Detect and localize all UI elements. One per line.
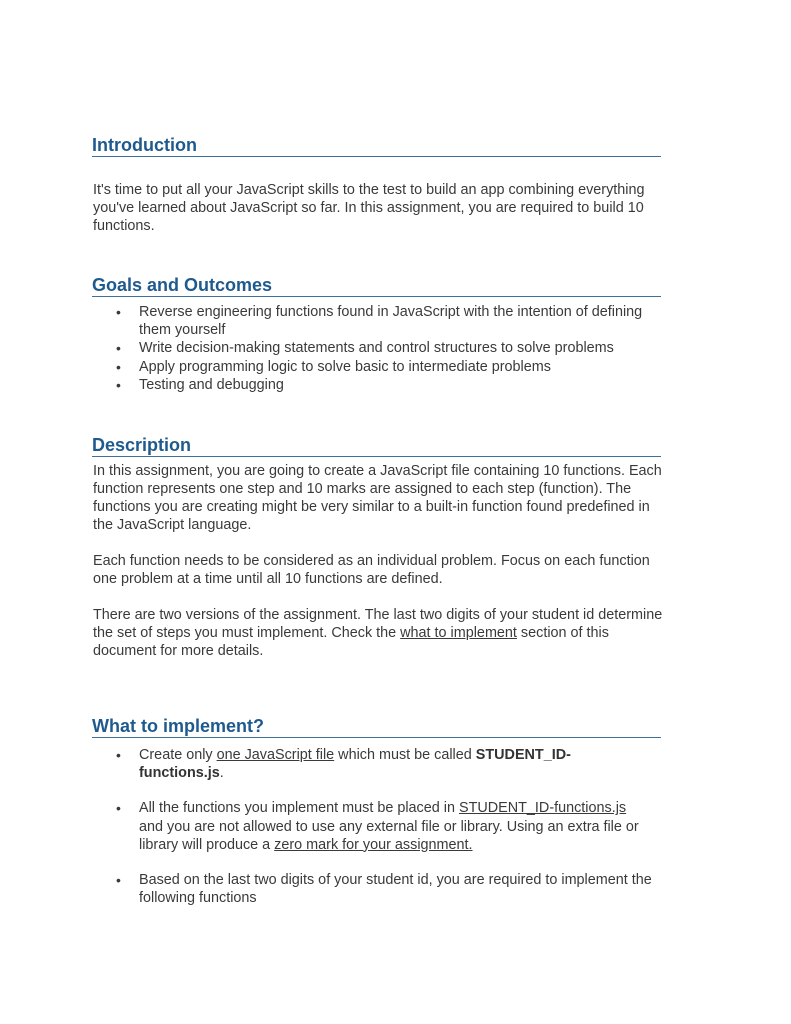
what-to-implement-link[interactable]: what to implement (400, 625, 517, 641)
p3-start-text: There are two versions of the assignment. The last two digits of your student id determine the set of steps you must implement. Check the (93, 607, 663, 641)
list-item (93, 303, 653, 339)
list-item (93, 799, 653, 854)
bullet-icon: • (116, 872, 121, 889)
item2-start-text: All the functions you implement must be placed in (139, 800, 459, 817)
goals-list (93, 303, 653, 394)
bullet-icon: • (116, 747, 121, 763)
introduction-heading: Introduction (92, 135, 661, 157)
goal-text: Reverse engineering functions found in JavaScript with the intention of defining them yourself (139, 304, 643, 339)
goal-text: Write decision-making statements and control structures to solve problems (139, 340, 614, 357)
description-heading: Description (92, 435, 661, 457)
item2-mid-text: and you are not allowed to use any external file or library. Using an extra file or library will produce a (139, 818, 639, 853)
description-paragraph-1: In this assignment, you are going to create a JavaScript file containing 10 functions. Each function represents one step and 10 marks are assigned to each step (function). The functions you are creating might be very similar to a built-in function found predefined in the JavaScript language. (93, 463, 662, 533)
goal-text: Apply programming logic to solve basic to intermediate problems (139, 358, 551, 375)
one-js-file-link[interactable]: one JavaScript file (216, 747, 335, 763)
item3-text: Based on the last two digits of your student id, you are required to implement the following functions (139, 872, 652, 907)
list-item (93, 871, 653, 907)
implement-list (93, 746, 653, 924)
implement-heading: What to implement? (92, 716, 661, 738)
bullet-icon: • (116, 340, 121, 357)
p3-end-text: section of this document for more details. (93, 625, 609, 659)
zero-mark-link[interactable]: zero mark for your assignment. (274, 836, 473, 853)
list-item (93, 746, 653, 782)
introduction-paragraph: It's time to put all your JavaScript skills to the test to build an app combining everything you've learned about JavaScript so far. In this assignment, you are required to build 10 functions. (93, 182, 645, 234)
list-item (93, 376, 653, 394)
bullet-icon: • (116, 358, 121, 375)
description-paragraph-2: Each function needs to be considered as an individual problem. Focus on each function one problem at a time until all 10 functions are defined. (93, 553, 650, 587)
item1-end-text: . (219, 765, 224, 782)
list-item (93, 358, 653, 376)
goal-text: Testing and debugging (139, 376, 284, 393)
bullet-icon: • (116, 304, 121, 320)
item1-mid-text: which must be called (334, 747, 476, 763)
filename-bold: STUDENT_ID-functions.js (139, 747, 571, 782)
goals-heading: Goals and Outcomes (92, 275, 661, 297)
list-item (93, 339, 653, 357)
item1-start-text: Create only (139, 747, 217, 763)
bullet-icon: • (116, 800, 121, 817)
description-paragraph-3 (93, 606, 663, 660)
bullet-icon: • (116, 376, 121, 393)
student-id-functions-link[interactable]: STUDENT_ID-functions.js (458, 800, 627, 817)
